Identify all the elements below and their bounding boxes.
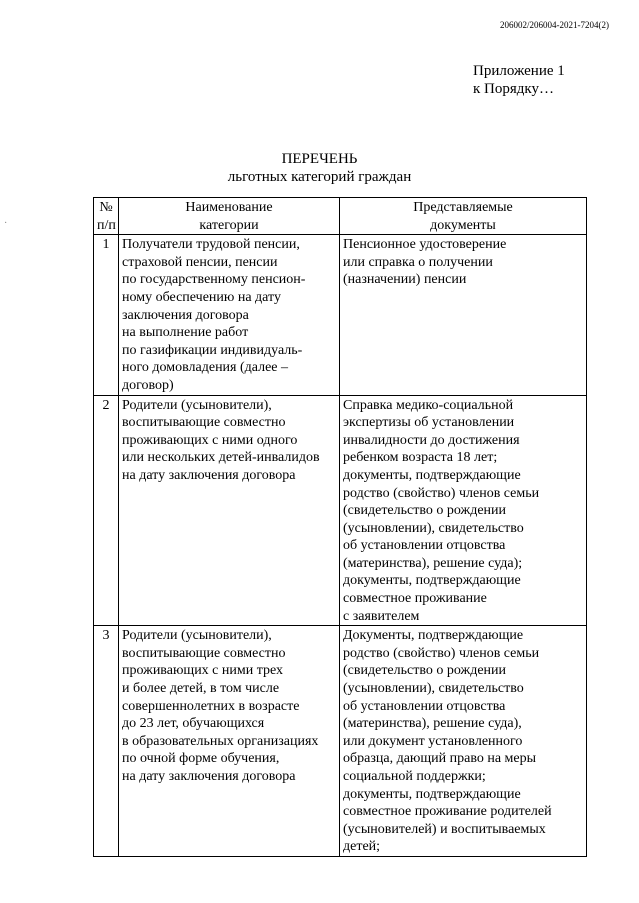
header-num: № п/п [94, 198, 119, 235]
documents-line: инвалидности до достижения [343, 432, 520, 448]
row-number: 2 [94, 395, 119, 626]
row-number: 1 [94, 235, 119, 395]
category-line: заключения договора [122, 307, 249, 323]
category-line: Родители (усыновители), [122, 628, 272, 644]
row-number: 3 [94, 626, 119, 857]
category-line: проживающих с ними одного [122, 432, 298, 448]
documents-line: экспертизы об установлении [343, 415, 515, 431]
category-line: и более детей, в том числе [122, 681, 280, 697]
category-line: воспитывающие совместно [122, 645, 286, 661]
documents-line: Справка медико-социальной [343, 397, 514, 413]
category-line: воспитывающие совместно [122, 415, 286, 431]
documents-line: об установлении отцовства [343, 698, 506, 714]
category-line: или нескольких детей-инвалидов [122, 450, 320, 466]
document-title [0, 150, 639, 186]
category-line: по очной форме обучения, [122, 751, 280, 767]
category-line: Получатели трудовой пенсии, [122, 237, 300, 253]
subtitle-line: льготных категорий граждан [227, 169, 412, 185]
category-line: по газификации индивидуаль- [122, 342, 303, 358]
category-line: на дату заключения договора [122, 769, 296, 784]
categories-table [93, 197, 587, 857]
appendix-line: к Порядку… [473, 81, 554, 97]
row-documents [340, 395, 587, 626]
documents-line: (усыновлении), свидетельство [343, 520, 524, 536]
table-row [94, 235, 587, 395]
documents-line: документы, подтверждающие [343, 467, 521, 483]
document-id: 206002/206004-2021-7204(2) [500, 20, 609, 30]
documents-line: об установлении отцовства [343, 538, 506, 554]
category-line: по государственному пенсион- [122, 272, 306, 288]
documents-line: социальной поддержки; [343, 769, 486, 784]
documents-line: совместное проживание [343, 591, 487, 607]
table-header-row [94, 198, 587, 235]
category-line: на дату заключения договора [122, 467, 296, 483]
table-row [94, 626, 587, 857]
header-category: Наименование категории [119, 198, 340, 235]
documents-line: или справка о получении [343, 254, 493, 270]
appendix-reference [473, 62, 565, 98]
category-line: ного домовладения (далее – [122, 360, 289, 376]
category-line: страховой пенсии, пенсии [122, 254, 278, 270]
category-line: в образовательных организациях [122, 733, 319, 749]
documents-line: детей; [343, 839, 381, 855]
category-line: договор) [122, 377, 174, 393]
documents-line: родство (свойство) членов семьи [343, 485, 540, 501]
row-documents [340, 626, 587, 857]
row-category [119, 235, 340, 395]
documents-line: Документы, подтверждающие [343, 628, 524, 644]
row-category [119, 395, 340, 626]
category-line: до 23 лет, обучающихся [122, 716, 265, 732]
category-line: Родители (усыновители), [122, 397, 272, 413]
documents-line: (назначении) пенсии [343, 272, 467, 288]
documents-line: (усыновлении), свидетельство [343, 681, 524, 697]
documents-line: Пенсионное удостоверение [343, 237, 507, 253]
row-documents [340, 235, 587, 395]
documents-line: ребенком возраста 18 лет; [343, 450, 498, 466]
table-row [94, 395, 587, 626]
documents-line: или документ установленного [343, 733, 523, 749]
documents-line: (материнства), решение суда), [343, 716, 522, 732]
title-line: ПЕРЕЧЕНЬ [281, 151, 358, 167]
documents-line: совместное проживание родителей [343, 804, 552, 820]
documents-line: документы, подтверждающие [343, 786, 521, 802]
documents-line: (усыновителей) и воспитываемых [343, 821, 546, 837]
documents-line: с заявителем [343, 608, 420, 624]
header-documents: Представляемые документы [340, 198, 587, 235]
row-category [119, 626, 340, 857]
category-line: ному обеспечению на дату [122, 289, 281, 305]
margin-mark: · [4, 218, 8, 229]
documents-line: (свидетельство о рождении [343, 503, 507, 519]
documents-line: документы, подтверждающие [343, 573, 521, 589]
documents-line: (материнства), решение суда); [343, 555, 523, 571]
category-line: совершеннолетних в возрасте [122, 698, 300, 714]
documents-line: родство (свойство) членов семьи [343, 645, 540, 661]
category-line: на выполнение работ [122, 325, 249, 341]
documents-line: (свидетельство о рождении [343, 663, 507, 679]
appendix-line: Приложение 1 [473, 63, 565, 79]
category-line: проживающих с ними трех [122, 663, 284, 679]
documents-line: образца, дающий право на меры [343, 751, 537, 767]
